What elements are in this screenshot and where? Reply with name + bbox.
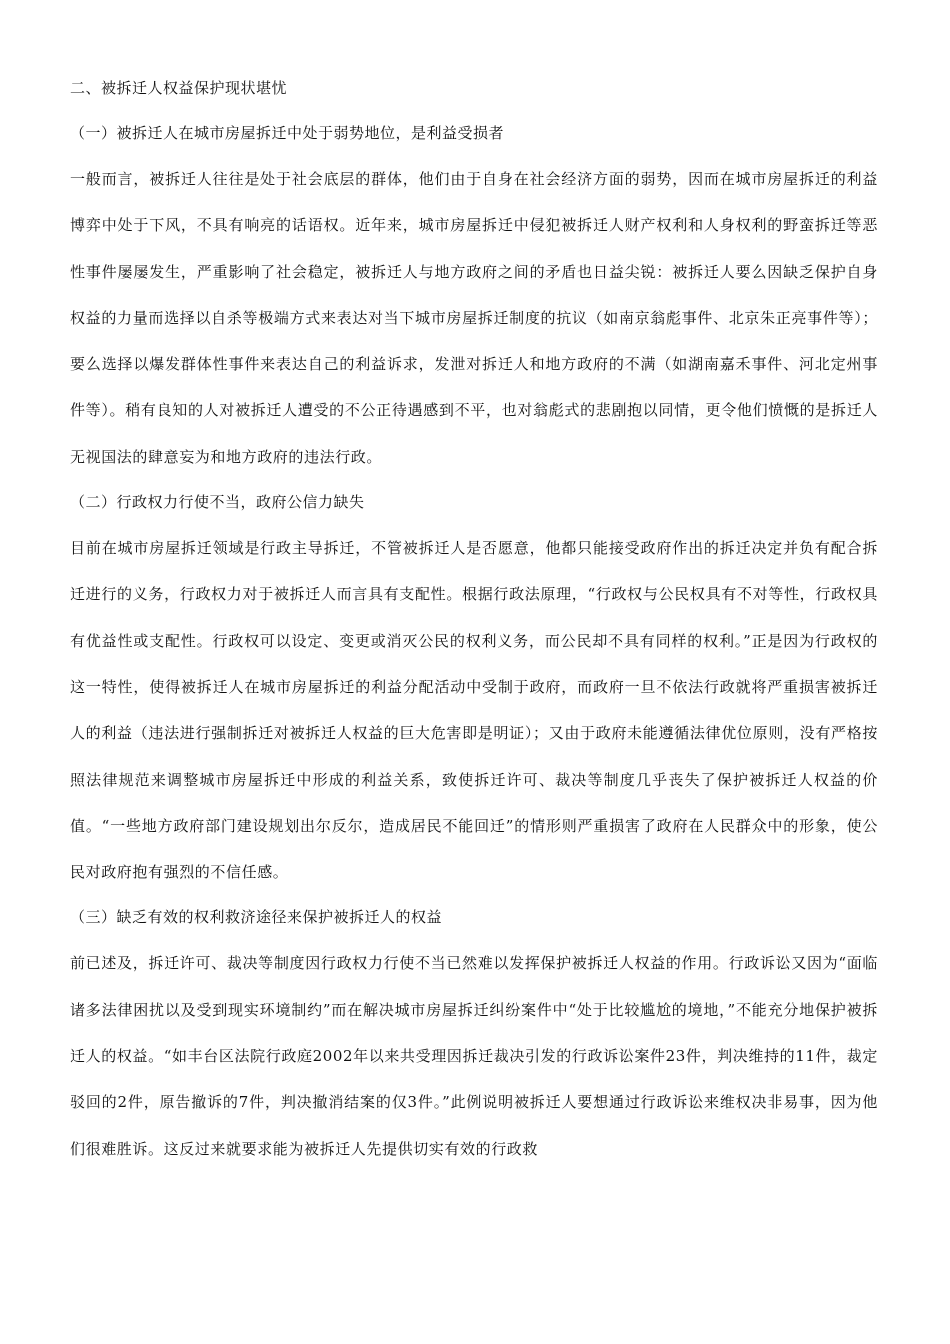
subsection-body-3: 前已述及，拆迁许可、裁决等制度因行政权力行使不当已然难以发挥保护被拆迁人权益的作用。行政诉讼又因为“面临诸多法律困扰以及受到现实环境制约”而在解决城市房屋拆迁纠纷案件中“处于比较尴尬的境地，”不能充分地保护被拆迁人的权益。“如丰台区法院行政庭2002年以来共受理因拆迁裁决引发的行政诉讼案件23件，判决维持的11件，裁定驳回的2件，原告撤诉的7件，判决撤消结案的仅3件。”此例说明被拆迁人要想通过行政诉讼来维权决非易事，因为他们很难胜诉。这反过来就要求能为被拆迁人先提供切实有效的行政救 xyxy=(70,954,878,1158)
document-page xyxy=(70,66,878,1172)
subsection-body-1: 一般而言，被拆迁人往往是处于社会底层的群体，他们由于自身在社会经济方面的弱势，因而在城市房屋拆迁的利益博弈中处于下风，不具有响亮的话语权。近年来，城市房屋拆迁中侵犯被拆迁人财产权利和人身权利的野蛮拆迁等恶性事件屡屡发生，严重影响了社会稳定，被拆迁人与地方政府之间的矛盾也日益尖锐：被拆迁人要么因缺乏保护自身权益的力量而选择以自杀等极端方式来表达对当下城市房屋拆迁制度的抗议（如南京翁彪事件、北京朱正亮事件等）；要么选择以爆发群体性事件来表达自己的利益诉求，发泄对拆迁人和地方政府的不满（如湖南嘉禾事件、河北定州事件等）。稍有良知的人对被拆迁人遭受的不公正待遇感到不平，也对翁彪式的悲剧抱以同情，更令他们愤慨的是拆迁人无视国法的肆意妄为和地方政府的违法行政。 xyxy=(70,170,878,466)
subsection-body-2: 目前在城市房屋拆迁领域是行政主导拆迁，不管被拆迁人是否愿意，他都只能接受政府作出的拆迁决定并负有配合拆迁进行的义务，行政权力对于被拆迁人而言具有支配性。根据行政法原理，“行政权与公民权具有不对等性，行政权具有优益性或支配性。行政权可以设定、变更或消灭公民的权利义务，而公民却不具有同样的权利。”正是因为行政权的这一特性，使得被拆迁人在城市房屋拆迁的利益分配活动中受制于政府，而政府一旦不依法行政就将严重损害被拆迁人的利益（违法进行强制拆迁对被拆迁人权益的巨大危害即是明证）；又由于政府未能遵循法律优位原则，没有严格按照法律规范来调整城市房屋拆迁中形成的利益关系，致使拆迁许可、裁决等制度几乎丧失了保护被拆迁人权益的价值。“一些地方政府部门建设规划出尔反尔，造成居民不能回迁”的情形则严重损害了政府在人民群众中的形象，使公民对政府抱有强烈的不信任感。 xyxy=(70,539,878,882)
subsection-heading-3: （三）缺乏有效的权利救济途径来保护被拆迁人的权益 xyxy=(70,908,443,927)
section-title: 二、被拆迁人权益保护现状堪忧 xyxy=(70,79,288,97)
subsection-heading-2: （二）行政权力行使不当，政府公信力缺失 xyxy=(70,493,365,512)
subsection-heading-1: （一）被拆迁人在城市房屋拆迁中处于弱势地位，是利益受损者 xyxy=(70,124,505,142)
